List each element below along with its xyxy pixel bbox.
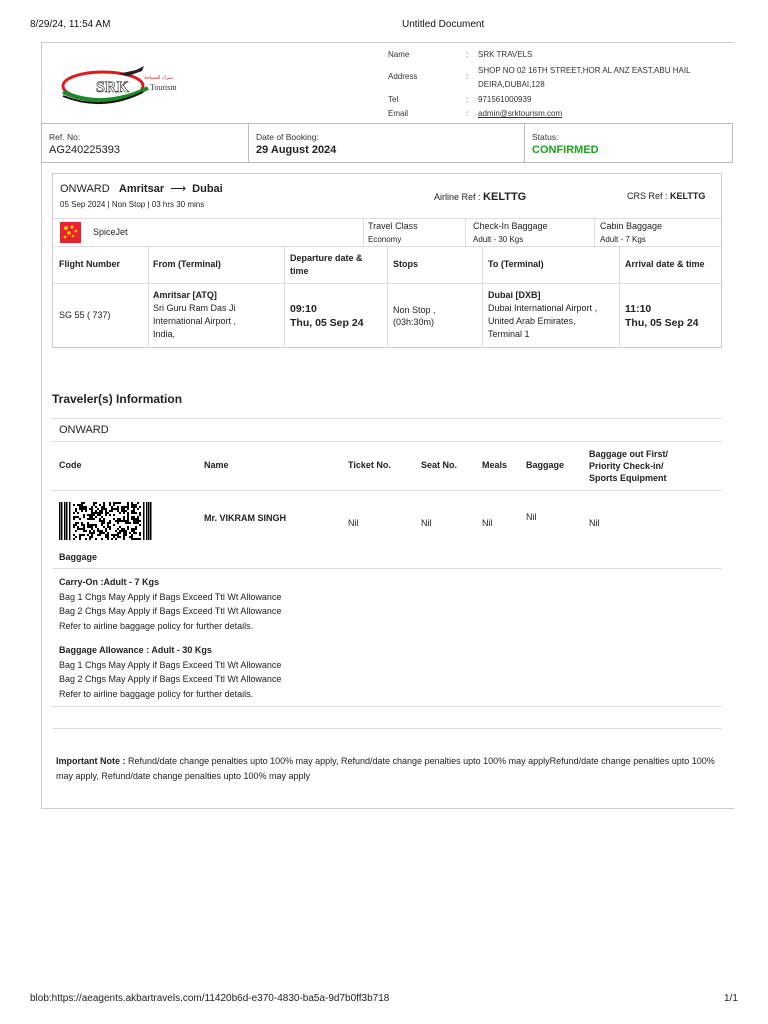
important-note: Important Note : Refund/date change penalties upto 100% may apply, Refund/date change penalties upto 100% may applyRefund/date change penalties upto 100% may apply, Refund/date change penalties upto 100% may apply (56, 756, 715, 781)
allowance-section: Baggage Allowance : Adult - 30 Kgs Bag 1 Chgs May Apply if Bags Exceed Ttl Wt Allowance Bag 2 Chgs May Apply if Bags Exceed Ttl Wt Allowance Refer to airline baggage policy for further details. (59, 645, 282, 699)
col-meals: Meals (482, 460, 508, 470)
svg-text:SRK: SRK (96, 79, 129, 96)
stops: Non Stop , (03h:30m) (393, 305, 436, 327)
svg-text:سرك للسياحة: سرك للسياحة (144, 75, 173, 81)
col-ticket: Ticket No. (348, 460, 391, 470)
barcode-image (59, 502, 152, 540)
agency-row-email: Email : admin@srktourism.com (388, 107, 738, 122)
flight-summary: 05 Sep 2024 | Non Stop | 03 hrs 30 mins (60, 200, 205, 209)
departure-datetime: 09:10 Thu, 05 Sep 24 (290, 303, 364, 329)
print-url: blob:https://aeagents.akbartravels.com/11420b6d-e370-4830-ba5a-9d7b0ff3b718 (30, 993, 390, 1004)
traveler-seat: Nil (421, 518, 432, 528)
agency-row-address: Address : SHOP NO 02 16TH STREET,HOR AL ANZ EAST,ABU HAIL (388, 65, 691, 81)
srk-logo (58, 62, 198, 107)
status-cell: Status: CONFIRMED (525, 124, 725, 162)
flight-box: ONWARD Amritsar ⟶ Dubai 05 Sep 2024 | Non Stop | 03 hrs 30 mins Airline Ref : KELTTG CRS Ref : KELTTG SpiceJet Travel Class Economy Check-In Baggage Adult - 30 Kgs Cabin Baggage Adult - 7 Kgs Flight Number From (Terminal) Departure date & time Stops To (Terminal) Arrival date & time SG 55 ( 737) Amritsar [ATQ] Sri Guru Ram Das Ji International Airport , India, 09:10 Thu, 05 Sep 24 Non Stop , (03h:30m) Dubai [DXB] Dubai International Airport , United Arab Emirates, Terminal 1 11:10 Thu, 05 Sep 24 (52, 173, 722, 348)
col-name: Name (204, 460, 229, 470)
booking-ref-box (41, 123, 733, 163)
arrival-datetime: 11:10 Thu, 05 Sep 24 (625, 303, 699, 329)
traveler-meals: Nil (482, 518, 493, 528)
travelers-title: Traveler(s) Information (52, 392, 183, 406)
agency-info (388, 48, 738, 122)
from-terminal: Amritsar [ATQ] Sri Guru Ram Das Ji International Airport , India, (153, 290, 237, 339)
col-departure: Departure date & time (290, 253, 363, 276)
crs-ref: CRS Ref : KELTTG (627, 191, 706, 201)
col-arrival: Arrival date & time (625, 259, 705, 269)
baggage-title: Baggage (59, 552, 98, 562)
print-page: 1/1 (724, 993, 738, 1004)
ref-cell: Ref. No: AG240225393 (42, 124, 249, 162)
spicejet-logo-icon (60, 222, 81, 243)
travel-class: Economy (368, 235, 402, 244)
col-stops: Stops (393, 259, 419, 269)
airline-name: SpiceJet (93, 227, 128, 237)
flight-route: ONWARD Amritsar ⟶ Dubai (60, 183, 223, 195)
flight-number: SG 55 ( 737) (59, 310, 111, 320)
cabin-baggage: Adult - 7 Kgs (600, 235, 646, 244)
status-badge: CONFIRMED (532, 144, 599, 156)
traveler-ticket: Nil (348, 518, 359, 528)
travelers-direction: ONWARD (59, 424, 109, 436)
agency-row-name: Name : SRK TRAVELS (388, 50, 533, 59)
print-datetime: 8/29/24, 11:54 AM (30, 19, 111, 30)
ref-number: AG240225393 (49, 144, 120, 156)
svg-text:Tourism: Tourism (150, 83, 177, 92)
agency-row-tel: Tel : 971561000939 (388, 94, 532, 104)
col-from: From (Terminal) (153, 259, 221, 269)
airline-ref: Airline Ref : KELTTG (434, 191, 527, 203)
carry-on-section: Carry-On :Adult - 7 Kgs Bag 1 Chgs May Apply if Bags Exceed Ttl Wt Allowance Bag 2 Chgs May Apply if Bags Exceed Ttl Wt Allowance Refer to airline baggage policy for further details. (59, 577, 282, 631)
traveler-name: Mr. VIKRAM SINGH (204, 513, 287, 523)
booking-date: 29 August 2024 (256, 144, 337, 156)
col-extras: Baggage out First/ Priority Check-in/ Sports Equipment (589, 449, 669, 483)
booking-date-cell: Date of Booking: 29 August 2024 (249, 124, 525, 162)
col-flight-number: Flight Number (59, 259, 120, 269)
col-baggage: Baggage (526, 460, 565, 470)
col-to: To (Terminal) (488, 259, 544, 269)
to-terminal: Dubai [DXB] Dubai International Airport , United Arab Emirates, Terminal 1 (488, 290, 598, 339)
col-seat: Seat No. (421, 460, 458, 470)
agency-row-address-2: DEIRA,DUBAI,128 (478, 80, 545, 89)
checkin-baggage: Adult - 30 Kgs (473, 235, 524, 244)
traveler-baggage: Nil (526, 512, 537, 522)
col-code: Code (59, 460, 82, 470)
arrow-icon: ⟶ (170, 183, 187, 195)
email-link[interactable]: admin@srktourism.com (478, 109, 563, 118)
traveler-extras: Nil (589, 518, 600, 528)
print-title: Untitled Document (402, 19, 485, 30)
